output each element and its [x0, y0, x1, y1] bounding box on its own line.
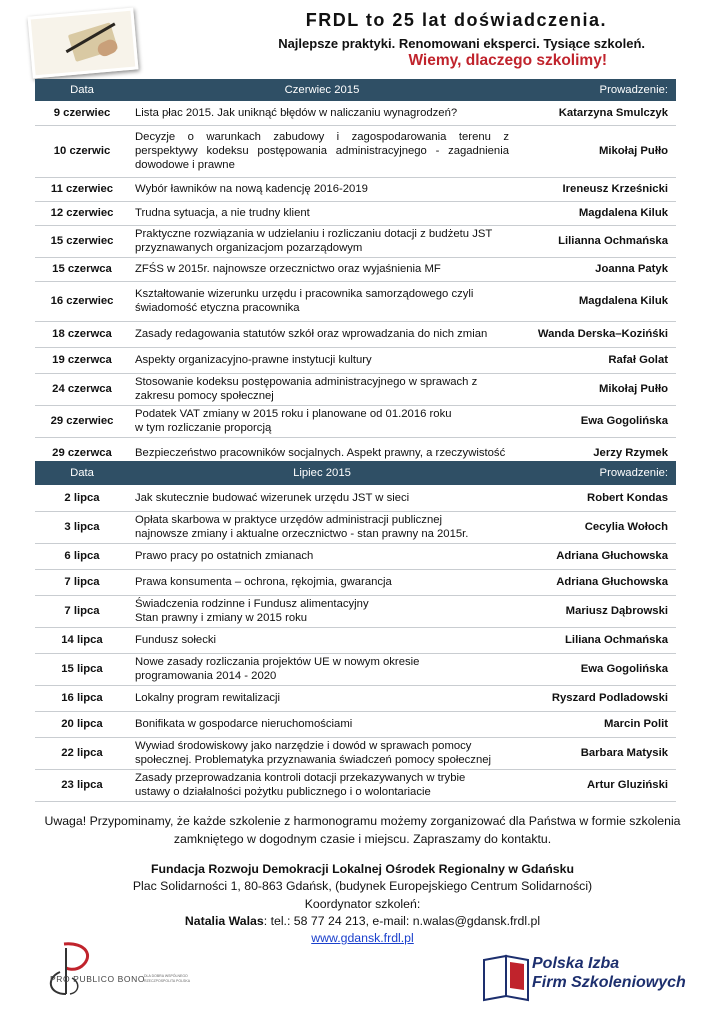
row-date: 6 lipca	[35, 543, 129, 569]
row-date: 15 czerwca	[35, 257, 129, 281]
row-topic: Zasady przeprowadzania kontroli dotacji przekazywanych w trybie ustawy o działalności pożytku publicznego i o wolontariacie	[129, 769, 515, 801]
coordinator-name: Natalia Walas	[184, 913, 264, 928]
table-row	[35, 737, 676, 769]
june-schedule-table	[35, 79, 676, 470]
table-header-row	[35, 79, 676, 101]
row-topic: Prawa konsumenta – ochrona, rękojmia, gwarancja	[129, 569, 515, 595]
row-date: 23 lipca	[35, 769, 129, 801]
table-row	[35, 101, 676, 125]
table-row	[35, 511, 676, 543]
row-date: 14 lipca	[35, 627, 129, 653]
closed-training-note: Uwaga! Przypominamy, że każde szkolenie z harmonogramu możemy zorganizować dla Państwa w formie szkolenia zamkniętego w dogodnym czasie i miejscu. Zapraszamy do kontaktu.	[44, 814, 681, 846]
pro-publico-bono-logo	[36, 938, 206, 998]
row-topic: Aspekty organizacyjno-prawne instytucji kultury	[129, 347, 515, 373]
row-topic: Lokalny program rewitalizacji	[129, 685, 515, 711]
page-title: FRDL to 25 lat doświadczenia.	[305, 10, 607, 30]
row-topic: Trudna sytuacja, a nie trudny klient	[129, 201, 515, 225]
row-topic: Nowe zasady rozliczania projektów UE w nowym okresie programowania 2014 - 2020	[129, 653, 515, 685]
table-row	[35, 769, 676, 801]
row-lead: Katarzyna Smulczyk	[515, 101, 676, 125]
col-lead-header: Prowadzenie:	[515, 79, 676, 101]
table-row	[35, 685, 676, 711]
row-lead: Robert Kondas	[515, 485, 676, 511]
table-row	[35, 373, 676, 405]
pro-publico-bono-small-text: DLA DOBRA WSPÓLNEGO RZECZPOSPOLITA POLSKA	[144, 974, 191, 983]
july-schedule-table	[35, 461, 676, 802]
table-row	[35, 177, 676, 201]
row-lead: Wanda Derska–Kozińśki	[515, 321, 676, 347]
row-date: 20 lipca	[35, 711, 129, 737]
table-row	[35, 257, 676, 281]
website-link[interactable]: www.gdansk.frdl.pl	[311, 931, 414, 946]
row-date: 29 czerwiec	[35, 405, 129, 437]
row-date: 29 czerwca	[35, 437, 129, 469]
table-row	[35, 485, 676, 511]
coordinator-contact	[100, 913, 625, 930]
row-date: 15 lipca	[35, 653, 129, 685]
row-lead: Artur Gluziński	[515, 769, 676, 801]
organization-address: Plac Solidarności 1, 80-863 Gdańsk, (budynek Europejskiego Centrum Solidarności)	[132, 879, 593, 894]
table-row	[35, 125, 676, 177]
table-row	[35, 225, 676, 257]
row-date: 16 czerwiec	[35, 281, 129, 321]
row-lead: Ewa Gogolińska	[515, 405, 676, 437]
row-date: 22 lipca	[35, 737, 129, 769]
row-lead: Rafał Golat	[515, 347, 676, 373]
row-topic: Bezpieczeństwo pracowników socjalnych. Aspekt prawny, a rzeczywistość	[129, 437, 515, 469]
row-lead: Ireneusz Krześnicki	[515, 177, 676, 201]
row-topic: Podatek VAT zmiany w 2015 roku i planowane od 01.2016 roku w tym rozliczanie proporcją	[129, 405, 515, 437]
row-date: 24 czerwca	[35, 373, 129, 405]
pifs-name	[532, 954, 686, 992]
row-topic: Praktyczne rozwiązania w udzielaniu i rozliczaniu dotacji z budżetu JST przyznawanych organizacjom pozarządowym	[129, 225, 515, 257]
page-subtitle: Najlepsze praktyki. Renomowani eksperci. Tysiące szkoleń.	[278, 36, 645, 51]
row-lead: Lilianna Ochmańska	[515, 225, 676, 257]
col-date-header: Data	[35, 461, 129, 485]
row-lead: Ewa Gogolińska	[515, 653, 676, 685]
col-lead-header: Prowadzenie:	[515, 461, 676, 485]
table-row	[35, 347, 676, 373]
table-row	[35, 653, 676, 685]
row-topic: Zasady redagowania statutów szkół oraz wprowadzania do nich zmian	[129, 321, 515, 347]
row-lead: Mikołaj Pułło	[515, 125, 676, 177]
row-topic: Lista płac 2015. Jak uniknąć błędów w naliczaniu wynagrodzeń?	[129, 101, 515, 125]
row-date: 16 lipca	[35, 685, 129, 711]
row-lead: Ryszard Podladowski	[515, 685, 676, 711]
row-lead: Adriana Głuchowska	[515, 543, 676, 569]
table-row	[35, 569, 676, 595]
row-date: 7 lipca	[35, 595, 129, 627]
row-date: 11 czerwiec	[35, 177, 129, 201]
row-topic: Wybór ławników na nową kadencję 2016-2019	[129, 177, 515, 201]
row-date: 3 lipca	[35, 511, 129, 543]
row-topic: Opłata skarbowa w praktyce urzędów administracji publicznej najnowsze zmiany i aktualne orzecznictwo - stan prawny na 2015r.	[129, 511, 515, 543]
page-header	[0, 0, 725, 80]
row-topic: Bonifikata w gospodarce nieruchomościami	[129, 711, 515, 737]
row-lead: Mikołaj Pułło	[515, 373, 676, 405]
col-month-header: Lipiec 2015	[129, 461, 515, 485]
contact-footer	[100, 861, 625, 947]
table-row	[35, 281, 676, 321]
table-row	[35, 711, 676, 737]
row-lead: Adriana Głuchowska	[515, 569, 676, 595]
row-date: 9 czerwiec	[35, 101, 129, 125]
row-lead: Marcin Polit	[515, 711, 676, 737]
row-topic: Jak skutecznie budować wizerunek urzędu JST w sieci	[129, 485, 515, 511]
row-date: 10 czerwic	[35, 125, 129, 177]
row-lead: Magdalena Kiluk	[515, 201, 676, 225]
table-row	[35, 543, 676, 569]
row-lead: Jerzy Rzymek	[515, 437, 676, 469]
row-topic: Świadczenia rodzinne i Fundusz alimentacyjny Stan prawny i zmiany w 2015 roku	[129, 595, 515, 627]
table-header-row	[35, 461, 676, 485]
table-row	[35, 595, 676, 627]
row-topic: Fundusz sołecki	[129, 627, 515, 653]
row-topic: ZFŚS w 2015r. najnowsze orzecznictwo oraz wyjaśnienia MF	[129, 257, 515, 281]
page-tagline: Wiemy, dlaczego szkolimy!	[408, 52, 607, 69]
row-date: 2 lipca	[35, 485, 129, 511]
row-lead: Liliana Ochmańska	[515, 627, 676, 653]
col-month-header: Czerwiec 2015	[129, 79, 515, 101]
pro-publico-bono-text: PRO PUBLICO BONO	[50, 974, 146, 984]
row-date: 19 czerwca	[35, 347, 129, 373]
row-date: 7 lipca	[35, 569, 129, 595]
row-lead: Cecylia Wołoch	[515, 511, 676, 543]
frdl-photo-logo	[27, 7, 138, 78]
table-row	[35, 627, 676, 653]
pro-publico-bono-emblem-icon	[36, 938, 206, 998]
row-lead: Barbara Matysik	[515, 737, 676, 769]
table-row	[35, 201, 676, 225]
row-lead: Joanna Patyk	[515, 257, 676, 281]
row-topic: Wywiad środowiskowy jako narzędzie i dowód w sprawach pomocy społecznej. Problematyka przyznawania świadczeń pomocy społecznej	[129, 737, 515, 769]
pifs-emblem-icon	[480, 952, 532, 1002]
coordinator-label: Koordynator szkoleń:	[304, 896, 421, 911]
row-topic: Decyzje o warunkach zabudowy i zagospodarowania terenu z perspektywy kodeksu postępowania administracyjnego - zagadnienia dowodowe i prawne	[129, 125, 515, 177]
row-topic: Stosowanie kodeksu postępowania administracyjnego w sprawach z zakresu pomocy społecznej	[129, 373, 515, 405]
coordinator-phone-email: : tel.: 58 77 24 213, e-mail: n.walas@gdansk.frdl.pl	[263, 913, 541, 928]
organization-name: Fundacja Rozwoju Demokracji Lokalnej Ośrodek Regionalny w Gdańsku	[151, 862, 574, 876]
table-row	[35, 321, 676, 347]
col-date-header: Data	[35, 79, 129, 101]
row-date: 12 czerwiec	[35, 201, 129, 225]
row-topic: Prawo pracy po ostatnich zmianach	[129, 543, 515, 569]
row-lead: Mariusz Dąbrowski	[515, 595, 676, 627]
row-date: 15 czerwiec	[35, 225, 129, 257]
row-topic: Kształtowanie wizerunku urzędu i pracownika samorządowego czyli świadomość etyczna pracownika	[129, 281, 515, 321]
table-row	[35, 405, 676, 437]
pifs-logo	[480, 952, 695, 1002]
row-date: 18 czerwca	[35, 321, 129, 347]
pifs-name-line2: Firm Szkoleniowych	[532, 974, 686, 991]
row-lead: Magdalena Kiluk	[515, 281, 676, 321]
pifs-name-line1: Polska Izba	[532, 955, 620, 972]
